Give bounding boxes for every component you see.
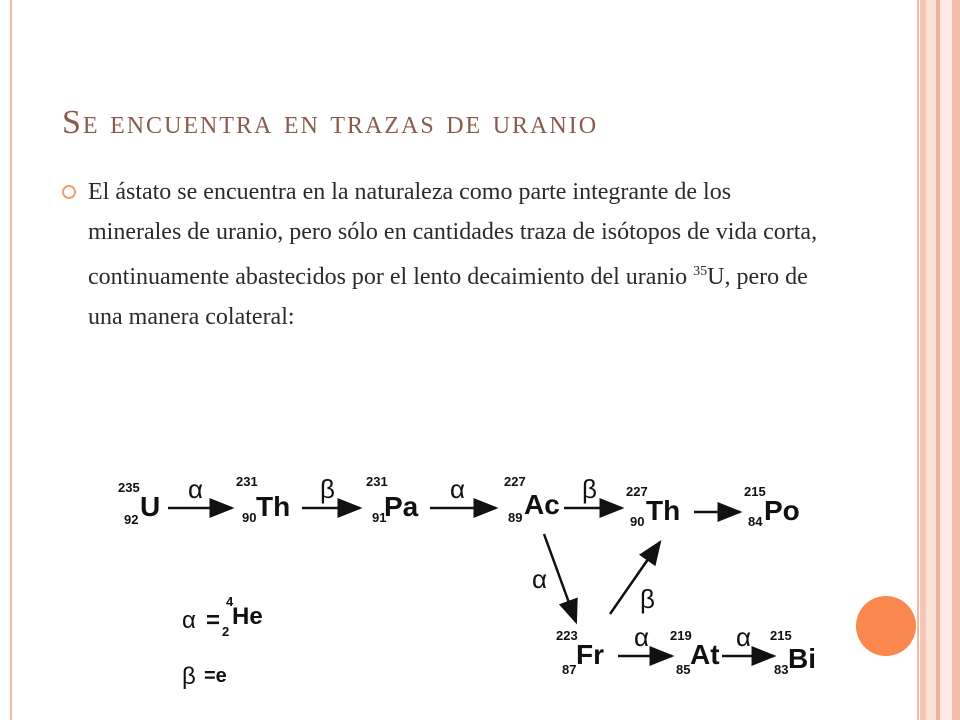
- nuclide-pa231: [366, 474, 419, 525]
- atomic-number: 91: [372, 510, 387, 525]
- mass-number: 223: [556, 628, 578, 643]
- element-symbol: U: [140, 491, 161, 522]
- mass-number: 227: [626, 484, 648, 499]
- right-frame-line: [917, 0, 919, 720]
- left-frame-line: [10, 0, 12, 720]
- mass-number: 215: [770, 628, 792, 643]
- mass-number: 227: [504, 474, 526, 489]
- element-symbol: Ac: [524, 489, 560, 520]
- atomic-number: 90: [630, 514, 645, 529]
- atomic-number: 89: [508, 510, 523, 525]
- decorative-orb: [856, 596, 916, 656]
- arrow-label-th-pa: β: [320, 474, 335, 504]
- arrow-label-ac-th: β: [582, 474, 597, 504]
- nuclide-ac227: [504, 474, 560, 525]
- slide-title: Se encuentra en trazas de uranio: [62, 104, 599, 141]
- arrow-ac-fr: [544, 534, 576, 622]
- arrow-label-at-bi: α: [736, 622, 752, 652]
- mass-number: 235: [118, 480, 140, 495]
- atomic-number: 87: [562, 662, 577, 677]
- bullet-icon: [62, 185, 76, 199]
- legend-beta: [182, 663, 227, 690]
- svg-text:β: β: [182, 663, 196, 690]
- nuclide-bi215: [770, 628, 816, 677]
- element-symbol: Th: [256, 491, 291, 522]
- svg-text:α: α: [182, 607, 196, 634]
- atomic-number: 90: [242, 510, 257, 525]
- bullet-text-before: El ástato se encuentra en la naturaleza como parte integrante de los minerales de uranio, pero sólo en cantidades traza de isótopos de vida corta, continuamente abastecidos por el lento decaimiento del uranio: [88, 179, 818, 290]
- arrow-label-pa-ac: α: [450, 474, 466, 504]
- element-symbol: Th: [646, 495, 681, 526]
- arrow-label-u-th: α: [188, 474, 204, 504]
- nuclide-fr223: [556, 628, 604, 677]
- mass-number: 231: [236, 474, 258, 489]
- legend-alpha: [182, 594, 263, 639]
- element-symbol: At: [690, 639, 720, 670]
- nuclide-th231: [236, 474, 290, 525]
- isotope-superscript: 35: [693, 264, 708, 279]
- element-symbol: Bi: [788, 643, 816, 674]
- element-symbol: Fr: [576, 639, 604, 670]
- bullet-text-after: U, pero de una manera colateral:: [88, 264, 808, 330]
- mass-number: 231: [366, 474, 388, 489]
- svg-text:=e: =e: [204, 665, 227, 687]
- atomic-number: 83: [774, 662, 789, 677]
- svg-text:2: 2: [222, 624, 230, 639]
- nuclide-th227: [626, 484, 680, 529]
- atomic-number: 84: [748, 514, 763, 529]
- decorative-stripes: [920, 0, 960, 720]
- arrow-label-fr-at: α: [634, 622, 650, 652]
- decay-chain-diagram: [110, 462, 830, 702]
- atomic-number: 92: [124, 512, 139, 527]
- svg-text:=: =: [206, 607, 221, 634]
- mass-number: 219: [670, 628, 692, 643]
- element-symbol: Pa: [384, 491, 419, 522]
- element-symbol: Po: [764, 495, 800, 526]
- mass-number: 215: [744, 484, 766, 499]
- svg-text:4: 4: [226, 594, 234, 609]
- arrow-label-fr-th: β: [640, 584, 655, 614]
- nuclide-po215: [744, 484, 800, 529]
- atomic-number: 85: [676, 662, 691, 677]
- arrow-label-ac-fr: α: [532, 564, 548, 594]
- nuclide-at219: [670, 628, 720, 677]
- bullet-text: [88, 172, 828, 337]
- svg-text:He: He: [232, 603, 263, 630]
- nuclide-u235: [118, 480, 160, 527]
